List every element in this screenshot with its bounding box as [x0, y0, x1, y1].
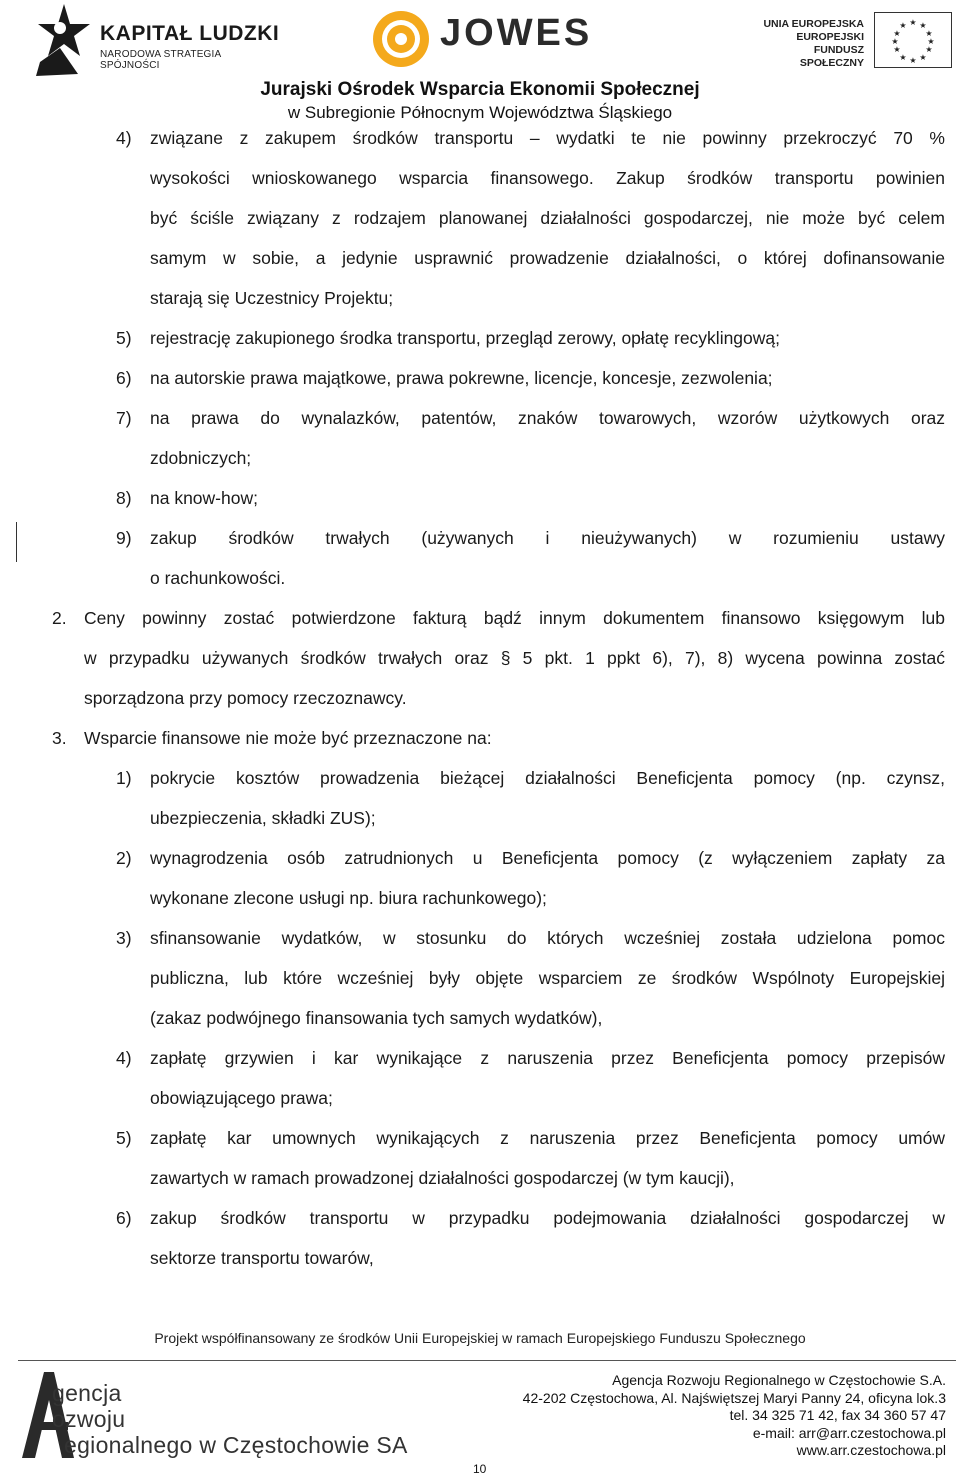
item-4-line-4: samym w sobie, a jedynie usprawnić prowadzenie działalności, o której dofinansowanie — [150, 248, 945, 268]
kapital-ludzki-title: KAPITAŁ LUDZKI — [100, 22, 280, 45]
svg-text:★: ★ — [925, 45, 933, 54]
svg-text:★: ★ — [891, 37, 899, 46]
arr-name: Agencja Rozwoju Regionalnego w Częstochowie S.A. — [612, 1372, 946, 1388]
sub-2-line-2: wykonane zlecone usługi np. biura rachunkowego); — [150, 888, 547, 908]
svg-text:★: ★ — [893, 29, 901, 38]
item-4-number: 4) — [116, 128, 132, 148]
sub-6-line-2: sektorze transportu towarów, — [150, 1248, 374, 1268]
svg-text:★: ★ — [925, 29, 933, 38]
arr-address: 42-202 Częstochowa, Al. Najświętszej Maryi Panny 24, oficyna lok.3 — [522, 1389, 946, 1406]
item-4-line-5: starają się Uczestnicy Projektu; — [150, 288, 394, 308]
item-6-line-1: na autorskie prawa majątkowe, prawa pokrewne, licencje, koncesje, zezwolenia; — [150, 368, 773, 388]
arr-logo-line-2: ozwoju — [52, 1406, 126, 1432]
sub-3-line-1: sfinansowanie wydatków, w stosunku do których wcześniej została udzielona pomoc — [150, 928, 945, 948]
eu-logo-line1: UNIA EUROPEJSKA — [763, 18, 864, 30]
item-6-number: 6) — [116, 368, 132, 388]
eu-logo-line2: EUROPEJSKI — [796, 31, 864, 43]
eu-logo-text — [752, 18, 864, 70]
paragraph-2-line-2: w przypadku używanych środków trwałych oraz § 5 pkt. 1 ppkt 6), 7), 8) wycena powinna zostać — [84, 648, 945, 668]
sub-2-line-1: wynagrodzenia osób zatrudnionych u Beneficjenta pomocy (z wyłączeniem zapłaty za — [150, 848, 945, 868]
sub-1-number: 1) — [116, 768, 132, 788]
change-bar — [16, 522, 17, 562]
header-title: Jurajski Ośrodek Wsparcia Ekonomii Społecznej — [260, 79, 700, 100]
sub-5-line-2: zawartych w ramach prowadzonej działalności gospodarczej (w tym kaucji), — [150, 1168, 735, 1188]
sub-6-line-1: zakup środków transportu w przypadku podejmowania działalności gospodarczej w — [150, 1208, 945, 1228]
arr-website: www.arr.czestochowa.pl — [796, 1442, 946, 1458]
svg-text:★: ★ — [899, 21, 907, 30]
sub-3-number: 3) — [116, 928, 132, 948]
item-5-line-1: rejestrację zakupionego środka transportu, przegląd zerowy, opłatę recyklingową; — [150, 328, 781, 348]
svg-text:★: ★ — [909, 56, 917, 65]
footer-project-note: Projekt współfinansowany ze środków Unii Europejskiej w ramach Europejskiego Funduszu Społecznego — [154, 1330, 806, 1346]
item-9-line-1: zakup środków trwałych (używanych i nieużywanych) w rozumieniu ustawy — [150, 528, 945, 548]
svg-text:★: ★ — [893, 45, 901, 54]
paragraph-2-line-3: sporządzona przy pomocy rzeczoznawcy. — [84, 688, 407, 708]
svg-text:★: ★ — [909, 18, 917, 27]
svg-text:★: ★ — [899, 53, 907, 62]
kapital-ludzki-star-icon — [30, 2, 92, 78]
paragraph-3-line-1: Wsparcie finansowe nie może być przeznaczone na: — [84, 728, 492, 748]
arr-logo — [18, 1366, 468, 1462]
arr-email: e-mail: arr@arr.czestochowa.pl — [752, 1424, 946, 1441]
svg-text:★: ★ — [919, 53, 927, 62]
item-5-number: 5) — [116, 328, 132, 348]
sub-5-number: 5) — [116, 1128, 132, 1148]
footer-divider — [18, 1360, 956, 1361]
sub-4-number: 4) — [116, 1048, 132, 1068]
eu-flag-icon — [874, 12, 952, 68]
item-4-line-2: wysokości wnioskowanego wsparcia finansowego. Zakup środków transportu powinien — [150, 168, 945, 188]
sub-4-line-1: zapłatę grzywien i kar wynikające z naruszenia przez Beneficjenta pomocy przepisów — [150, 1048, 945, 1068]
sub-1-line-2: ubezpieczenia, składki ZUS); — [150, 808, 376, 828]
sub-2-number: 2) — [116, 848, 132, 868]
sub-6-number: 6) — [116, 1208, 132, 1228]
paragraph-3-number: 3. — [52, 728, 67, 748]
svg-text:★: ★ — [919, 21, 927, 30]
svg-text:★: ★ — [927, 37, 935, 46]
sub-1-line-1: pokrycie kosztów prowadzenia bieżącej działalności Beneficjenta pomocy (np. czynsz, — [150, 768, 945, 788]
item-7-line-2: zdobniczych; — [150, 448, 252, 468]
jowes-logo — [370, 8, 600, 72]
kapital-ludzki-logo — [30, 2, 280, 78]
jowes-sun-icon — [370, 8, 432, 70]
jowes-wordmark: JOWES — [440, 12, 593, 54]
header-logos — [0, 0, 960, 80]
sub-3-line-3: (zakaz podwójnego finansowania tych samych wydatków), — [150, 1008, 603, 1028]
paragraph-2-number: 2. — [52, 608, 67, 628]
kapital-ludzki-subtitle: NARODOWA STRATEGIA SPÓJNOŚCI — [100, 49, 221, 71]
item-4-line-3: być ściśle związany z rodzajem planowanej działalności gospodarczej, nie może być celem — [150, 208, 945, 228]
page-number: 10 — [473, 1462, 487, 1476]
item-8-line-1: na know-how; — [150, 488, 258, 508]
sub-4-line-2: obowiązującego prawa; — [150, 1088, 333, 1108]
sub-3-line-2: publiczna, lub które wcześniej były objęte wsparciem ze środków Wspólnoty Europejskiej — [150, 968, 945, 988]
item-9-line-2: o rachunkowości. — [150, 568, 286, 588]
sub-5-line-1: zapłatę kar umownych wynikających z naruszenia przez Beneficjenta pomocy umów — [150, 1128, 945, 1148]
arr-logo-line-1: gencja — [52, 1380, 122, 1406]
item-4-line-1: związane z zakupem środków transportu – wydatki te nie powinny przekroczyć 70 % — [150, 128, 945, 148]
item-9-number: 9) — [116, 528, 132, 548]
item-8-number: 8) — [116, 488, 132, 508]
item-7-number: 7) — [116, 408, 132, 428]
arr-phone: tel. 34 325 71 42, fax 34 360 57 47 — [729, 1407, 946, 1423]
paragraph-2-line-1: Ceny powinny zostać potwierdzone fakturą bądź innym dokumentem finansowo księgowym lub — [84, 608, 945, 628]
arr-contact-block — [523, 1372, 946, 1460]
item-7-line-1: na prawa do wynalazków, patentów, znaków towarowych, wzorów użytkowych oraz — [150, 408, 945, 428]
arr-logo-line-3: egionalnego w Częstochowie SA — [64, 1432, 408, 1458]
header-subtitle: w Subregionie Północnym Województwa Śląskiego — [287, 103, 673, 122]
eu-logo-line3: FUNDUSZ SPOŁECZNY — [799, 44, 864, 69]
eu-logo — [752, 12, 952, 70]
